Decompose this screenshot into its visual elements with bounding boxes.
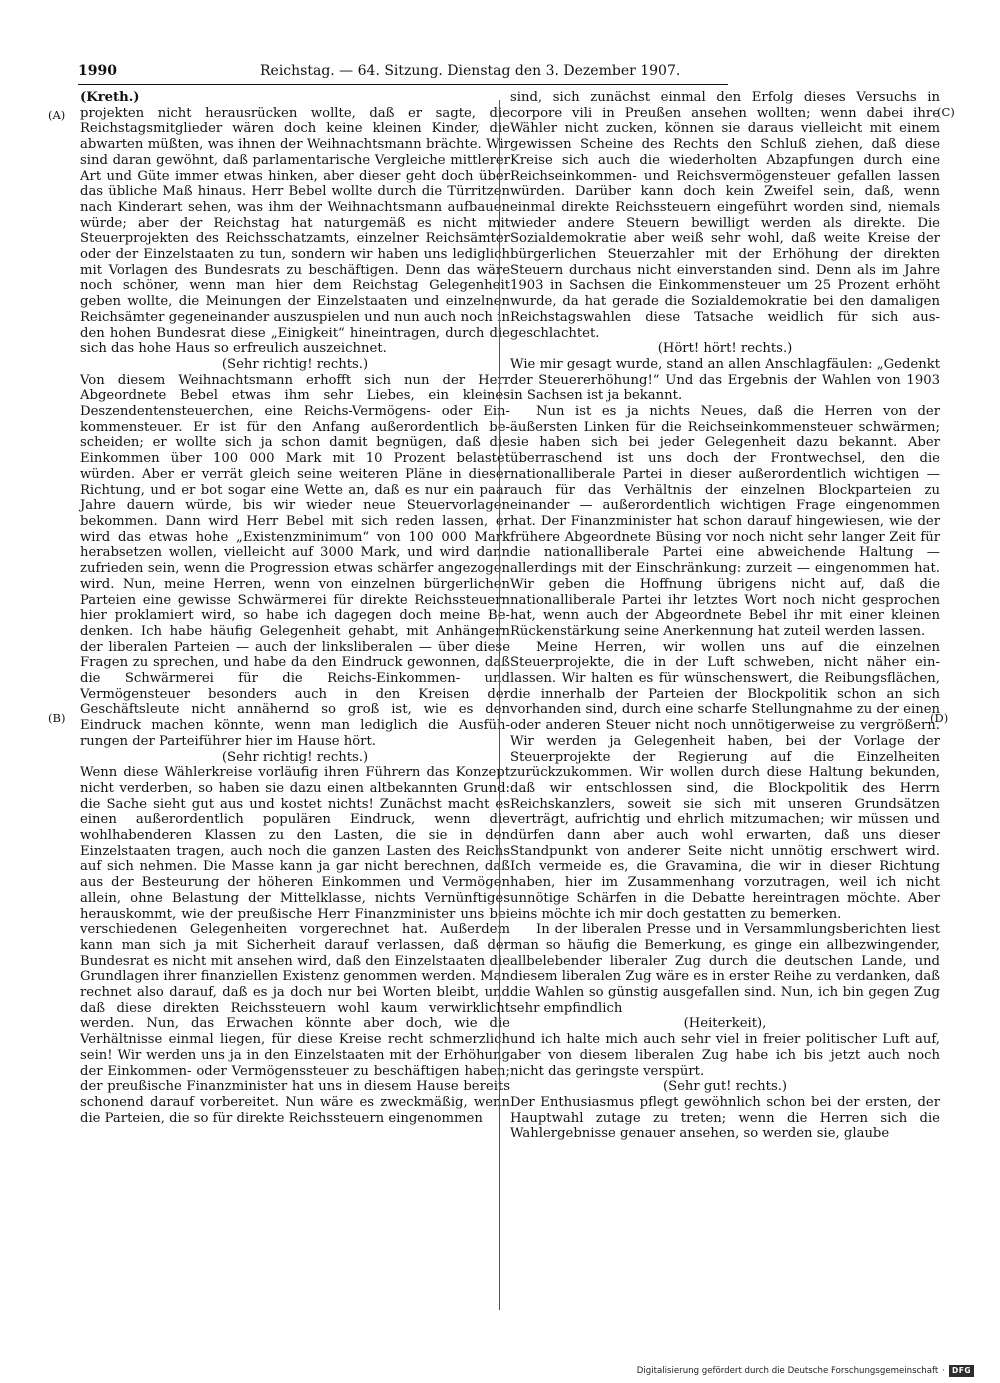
paragraph: Von diesem Weihnachtsmann erhofft sich nun der Herr Abgeordnete Bebel etwas ihm sehr Liebes, ein kleines Deszendentensteuerchen, eine Reichs-Vermögens- oder Einkommensteuer. Er ist für den Anfang außerordentlich bescheiden; er wollte sich ja schon damit begnügen, daß die Einkommen über 100 000 Mark mit 10 Prozent belastet würden. Aber er verrät gleich seine weiteren Pläne in dieser Richtung, und er bot sogar eine Wette an, daß es nur ein paar Jahre dauern würde, bis wir wieder neue Steuervorlagen bekommen. Dann wird Herr Bebel mit sich reden lassen, er wird das etwas hohe „Existenzminimum“ von 100 000 Mark herabsetzen wollen, vielleicht auf 3000 Mark, und wird dann zufrieden sein, wenn die Progression etwas schärfer angezogen wird. Nun, meine Herren, wenn von einzelnen bürgerlichen Parteien eine gewisse Schwärmerei für direkte Reichssteuern hier proklamiert wird, so habe ich dagegen doch meine Bedenken. Ich habe häufig Gelegenheit gehabt, mit Anhängern der liberalen Parteien — auch der linksliberalen — über diese Fragen zu sprechen, und habe da den Eindruck gewonnen, daß die Schwärmerei für die Reichs-Einkommen- und Vermögensteuer besonders auch in den Kreisen der Geschäftsleute nicht annähernd so groß ist, wie es den Eindruck machen könnte, wenn man lediglich die Ausführungen der Parteiführer hier im Hause hört.: [80, 372, 510, 749]
interjection: (Sehr richtig! rechts.): [221, 749, 369, 765]
column-divider: [499, 100, 500, 1310]
dfg-logo: DFG: [949, 1365, 974, 1377]
paragraph: In der liberalen Presse und in Versammlungsberichten liest man so häufig die Bemerkung, es ginge ein allbezwingender, allbelebender liberaler Zug durch die deutschen Lande, und diesem liberalen Zug wäre es in erster Reihe zu verdanken, daß die Wahlen so günstig ausgefallen sind. Nun, ich bin gegen Zug sehr empfindlich: [510, 922, 940, 1016]
interjection: (Heiterkeit),: [683, 1016, 767, 1032]
speaker-name: (Kreth.): [80, 90, 140, 105]
page-header: [78, 58, 728, 84]
digitization-footer: Digitalisierung gefördert durch die Deutsche Forschungsgemeinschaft · DFG: [637, 1363, 974, 1379]
interjection: (Hört! hört! rechts.): [657, 341, 793, 357]
interjection: (Sehr gut! rechts.): [662, 1079, 788, 1095]
paragraph: Wenn diese Wählerkreise vorläufig ihren Führern das Konzept nicht verderben, so haben sie dazu einen altbekannten Grund: die Sache sieht gut aus und kostet nichts! Zunächst macht es einen außerordentlich populären Eindruck, wenn die wohlhabenderen Klassen zu den Lasten, die sie in den Einzelstaaten tragen, auch noch die ganzen Lasten des Reichs auf sich nehmen. Die Masse kann ja gar nicht berechnen, daß aus der Besteurung der höheren Einkommen und Vermögen allein, ohne Belastung der Mittelklasse, nichts Vernünftiges herauskommt, wie der preußische Herr Finanzminister uns bei verschiedenen Gelegenheiten vorgerechnet hat. Außerdem kann man sich ja mit Sicherheit darauf verlassen, daß der Bundesrat es nicht mit ansehen wird, daß den Einzelstaaten die Grundlagen ihrer finanziellen Existenz genommen werden. Man rechnet also darauf, daß es ja doch nur bei Worten bleibt, und daß diese direkten Reichssteuern wohl kaum verwirklicht werden. Nun, das Erwachen könnte aber doch, wie die Verhältnisse einmal liegen, für diese Kreise recht schmerzlich sein! Wir werden uns ja in den Einzelstaaten mit der Erhöhung der Einkommen- oder Vermögenssteuer zu beschäftigen haben; der preußische Finanzminister hat uns in diesem Hause bereits schonend darauf vorbereitet. Nun wäre es zweckmäßig, wenn die Parteien, die so für direkte Reichssteuern eingenommen: [80, 765, 510, 1126]
margin-mark-c: (C): [937, 105, 955, 119]
paragraph: Nun ist es ja nichts Neues, daß die Herren von der äußersten Linken für die Reichseinkommensteuer schwärmen; sie haben sich bei jeder Gelegenheit dazu bekannt. Aber überraschend ist uns doch der Frontwechsel, den die nationalliberale Partei in dieser außerordentlich wichtigen — auch für das Verhältnis der einzelnen Blockparteien zu einander — außerordentlich wichtigen Frage eingenommen hat. Der Finanzminister hat schon darauf hingewiesen, wie der frühere Abgeordnete Büsing vor noch nicht sehr langer Zeit für die nationalliberale Partei eine abweichende Haltung — allerdings mit der Einschränkung: zurzeit — eingenommen hat. Wir geben die Hoffnung übrigens nicht auf, daß die nationalliberale Partei ihr letztes Wort noch nicht gesprochen hat, wenn auch der Abgeordnete Bebel ihr mit einer kleinen Rückenstärkung seine Anerkennung hat zuteil werden lassen.: [510, 404, 940, 639]
left-column: [80, 90, 510, 1126]
paragraph: Der Enthusiasmus pflegt gewöhnlich schon bei der ersten, der Hauptwahl zutage zu treten; wenn die Herren sich die Wahlergebnisse genauer ansehen, so werden sie, glaube: [510, 1095, 940, 1142]
paragraph: Wie mir gesagt wurde, stand an allen Anschlagfäulen: „Gedenkt der Steuererhöhung!“ Und das Ergebnis der Wahlen von 1903 in Sachsen ist ja bekannt.: [510, 356, 940, 404]
margin-mark-d: (D): [930, 711, 949, 725]
paragraph: sind, sich zunächst einmal den Erfolg dieses Versuchs in corpore vili in Preußen ansehen wollten; wenn dabei ihre Wähler nicht zucken, können sie daraus vielleicht mit einem gewissen Scheine des Rechts den Schluß ziehen, daß diese Kreise sich auch die wiederholten Abzapfungen durch eine Reichseinkommen- und Reichsvermögensteuer gefallen lassen würden. Darüber kann doch kein Zweifel sein, daß, wenn einmal direkte Reichssteuern eingeführt worden sind, niemals wieder andere Steuern bewilligt werden als direkte. Die Sozialdemokratie aber weiß sehr wohl, daß weite Kreise der bürgerlichen Steuerzahler mit der Erhöhung der direkten Steuern durchaus nicht einverstanden sind. Denn als im Jahre 1903 in Sachsen die Einkommensteuer um 25 Prozent erhöht wurde, da hat gerade die Sozialdemokratie bei den damaligen Reichstagswahlen diese Tatsache weidlich für sich ausgeschlachtet.: [510, 90, 940, 341]
running-head: Reichstag. — 64. Sitzung. Dienstag den 3. Dezember 1907.: [260, 63, 681, 79]
paragraph: projekten nicht herausrücken wollte, daß er sagte, die Reichstagsmitglieder wären doch keine kleinen Kinder, die abwarten müßten, was ihnen der Weihnachtsmann brächte. Wir sind daran gewöhnt, daß parlamentarische Vergleiche mittlerer Art und Güte immer etwas hinken, aber dieser geht doch über das übliche Maß hinaus. Herr Bebel wollte durch die Türritzen nach Kinderart sehen, was ihm der Weihnachtsmann aufbauen würde; aber der Reichstag hat naturgemäß es nicht mit Steuerprojekten des Reichsschatzamts, einzelner Reichsämter oder der Einzelstaaten zu tun, sondern wir haben uns lediglich mit Vorlagen des Bundesrats zu beschäftigen. Denn das wäre noch schöner, wenn man hier dem Reichstag Gelegenheit geben wollte, die Meinungen der Einzelstaaten und einzelnen Reichsämter gegeneinander auszuspielen und nun auch noch in den hohen Bundesrat diese „Einigkeit“ hineintragen, durch die sich das hohe Haus so erfreulich auszeichnet.: [80, 105, 510, 357]
paragraph: und ich halte mich auch sehr viel in freier politischer Luft auf, aber von diesem liberalen Zug habe ich bis jetzt auch noch nicht das geringste verspürt.: [510, 1032, 940, 1079]
right-column: [510, 90, 940, 1142]
footer-credit: Digitalisierung gefördert durch die Deutsche Forschungsgemeinschaft: [636, 1366, 939, 1376]
header-rule: [78, 84, 728, 85]
margin-mark-b: (B): [48, 711, 66, 725]
interjection: (Sehr richtig! rechts.): [221, 356, 369, 372]
paragraph: Meine Herren, wir wollen uns auf die einzelnen Steuerprojekte, die in der Luft schweben, nicht näher einlassen. Wir halten es für wünschenswert, die Reibungsflächen, die innerhalb der Parteien der Blockpolitik schon an sich vorhanden sind, durch eine scharfe Stellungnahme zu der einen oder anderen Steuer nicht noch unnötigerweise zu vergrößern. Wir werden ja Gelegenheit haben, bei der Vorlage der Steuerprojekte der Regierung auf die Einzelheiten zurückzukommen. Wir wollen durch diese Haltung bekunden, daß wir entschlossen sind, die Blockpolitik des Herrn Reichskanzlers, soweit sie sich mit unseren Grundsätzen verträgt, aufrichtig und ehrlich mitzumachen; wir müssen und dürfen dann aber auch wohl erwarten, daß uns dieser Standpunkt von anderer Seite nicht unnötig erschwert wird. Ich vermeide es, die Gravamina, die wir in dieser Richtung haben, hier im Zusammenhang vorzutragen, weil ich nicht unnötige Schärfen in die Debatte hereintragen möchte. Aber eins möchte ich mir doch gestatten zu bemerken.: [510, 639, 940, 922]
margin-mark-a: (A): [48, 108, 66, 122]
page-number: 1990: [78, 63, 117, 79]
